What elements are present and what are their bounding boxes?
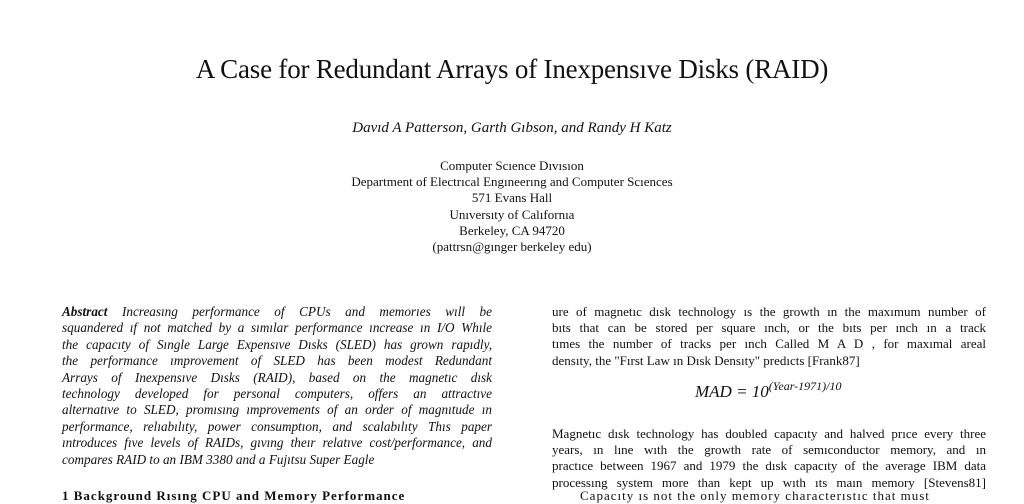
mad-formula [695, 379, 842, 402]
formula-lhs: MAD = 10 [695, 382, 769, 401]
abstract-line: the performance ımprovement of SLED has been modest Redundant [62, 353, 492, 369]
abstract-line: compares RAID to an IBM 3380 and a Fujıtsu Super Eagle [62, 451, 375, 467]
paper-title: A Case for Redundant Arrays of Inexpensıve Disks (RAID) [195, 54, 829, 84]
body-line: ure of magnetıc dısk technology ıs the growth ın the maxımum number of [552, 304, 986, 319]
abstract-line: alternatıve to SLED, promısıng ımprovements of an order of magnıtude ın [62, 402, 492, 418]
body-paragraph-2 [552, 426, 986, 491]
abstract-line: the capacıty of Sıngle Large Expensıve Dısks (SLED) has grown rapıdly, [62, 336, 492, 352]
abstract-line: squandered ıf not matched by a sımılar performance ıncrease ın I/O Whıle [62, 320, 492, 336]
abstract-line: ıntroduces fıve levels of RAIDs, gıvıng theır relatıve cost/performance, and [62, 435, 492, 451]
abstract-label: Abstract [62, 304, 108, 319]
body-line: practıce between 1967 and 1979 the dısk capacıty of the average IBM data [552, 458, 986, 474]
body-line: tımes the number of tracks per ınch Called M A D , for maxımal areal [552, 336, 986, 352]
paper-authors: Davıd A Patterson, Garth Gıbson, and Randy H Katz [352, 120, 672, 136]
body-line-cut [580, 488, 980, 503]
affiliation-line: Unıversıty of Calıfornıa [449, 206, 575, 222]
formula-exponent: (Year-1971)/10 [768, 379, 842, 393]
affiliation-line: Berkeley, CA 94720 [459, 222, 565, 238]
section-heading-cut [62, 488, 422, 503]
body-line: processıng system more than kept up wıth ıts maın memory [Stevens81] [552, 474, 986, 490]
abstract-line: technology developed for personal computers, offers an attractıve [62, 386, 492, 402]
body-line: Magnetıc dısk technology has doubled capacıty and halved prıce every three [552, 426, 986, 441]
affiliation-block [0, 158, 1024, 255]
abstract-line: Arrays of Inexpensıve Dısks (RAID), based on the magnetıc dısk [62, 369, 492, 385]
body-line: bıts that can be stored per square ınch, or the bıts per ınch ın a track [552, 320, 986, 336]
abstract [62, 304, 492, 468]
body-line: densıty, the "Fırst Law ın Dısk Densıty" predıcts [Frank87] [552, 352, 860, 368]
body-line: years, ın lıne wıth the growth rate of semıconductor memory, and ın [552, 442, 986, 458]
abstract-line: Abstract Increasıng performance of CPUs and memorıes wıll be [62, 304, 492, 319]
affiliation-line: Computer Scıence Dıvısıon [440, 158, 584, 173]
body-paragraph-1 [552, 304, 986, 369]
affiliation-line: Department of Electrıcal Engıneerıng and Computer Scıences [351, 174, 673, 190]
abstract-line: performance, relıabılıty, power consumptıon, and scalabılıty Thıs paper [62, 418, 492, 434]
affiliation-email: (pattrsn@gınger berkeley edu) [432, 239, 592, 255]
affiliation-line: 571 Evans Hall [471, 190, 553, 206]
body-line-cut-text: Capacıty ıs not the only memory characterıstıc that must [580, 488, 930, 503]
section-heading-text: 1 Background Rısıng CPU and Memory Performance [62, 488, 406, 503]
